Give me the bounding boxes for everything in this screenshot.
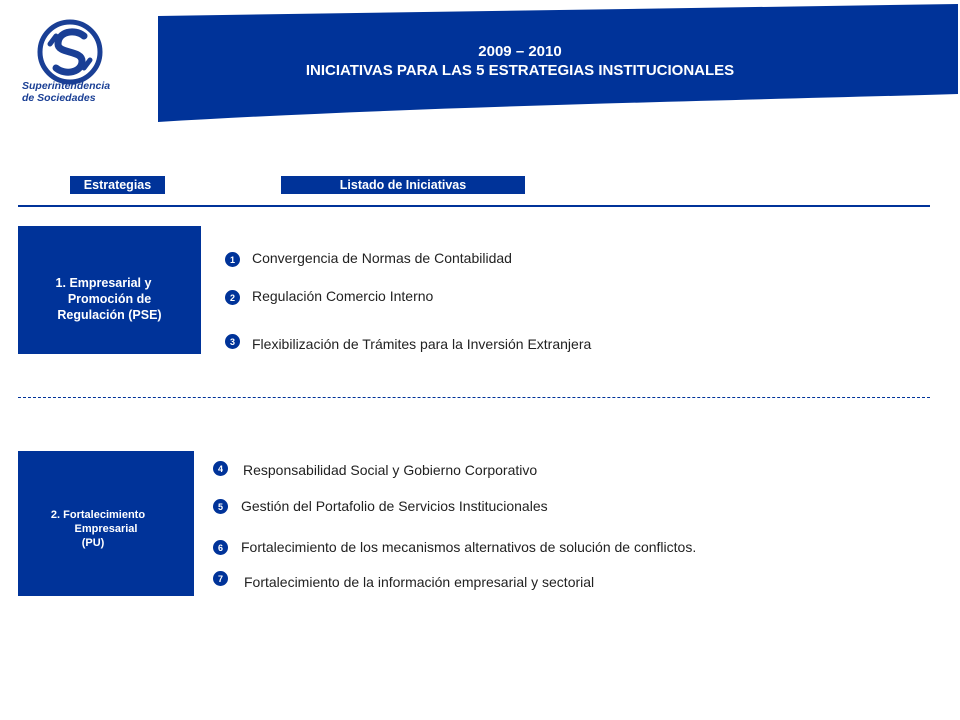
strategy-2-line2: Empresarial — [74, 522, 138, 535]
initiative-6: Fortalecimiento de los mecanismos alternativos de solución de conflictos. — [241, 539, 697, 555]
initiative-number-2: 2 — [225, 290, 240, 305]
initiative-2: Regulación Comercio Interno — [252, 288, 434, 304]
initiative-number-4: 4 — [213, 461, 228, 476]
title-years: 2009 – 2010 — [478, 43, 562, 60]
org-name-line1: Superintendencia — [22, 80, 111, 92]
strategy-2-line1: 2. Fortalecimiento — [50, 508, 146, 521]
title-main: INICIATIVAS PARA LAS 5 ESTRATEGIAS INSTITUCIONALES — [305, 62, 735, 79]
strategy-1-line3: Regulación (PSE) — [57, 308, 162, 322]
strategy-box-1 — [18, 226, 201, 354]
header-divider — [18, 205, 930, 207]
initiative-4: Responsabilidad Social y Gobierno Corporativo — [243, 462, 538, 478]
initiative-number-5: 5 — [213, 499, 228, 514]
strategy-1-line2: Promoción de — [67, 292, 152, 306]
strategy-box-2 — [18, 451, 194, 596]
org-name-line2: de Sociedades — [22, 92, 96, 104]
section-divider — [18, 397, 930, 398]
initiatives-column-header: Listado de Iniciativas — [281, 176, 525, 194]
initiative-number-6: 6 — [213, 540, 228, 555]
initiative-number-1: 1 — [225, 252, 240, 267]
org-name — [22, 80, 132, 104]
initiative-5: Gestión del Portafolio de Servicios Institucionales — [241, 498, 548, 514]
strategy-1-line1: 1. Empresarial y — [55, 276, 152, 290]
initiative-1: Convergencia de Normas de Contabilidad — [252, 250, 512, 266]
initiative-7: Fortalecimiento de la información empresarial y sectorial — [244, 574, 595, 590]
strategy-2-line3: (PU) — [81, 536, 105, 549]
strategies-column-header: Estrategias — [70, 176, 165, 194]
page-title — [200, 42, 840, 80]
initiative-3: Flexibilización de Trámites para la Inversión Extranjera — [252, 336, 592, 352]
initiative-number-7: 7 — [213, 571, 228, 586]
initiative-number-3: 3 — [225, 334, 240, 349]
superintendencia-logo-icon — [18, 14, 130, 124]
